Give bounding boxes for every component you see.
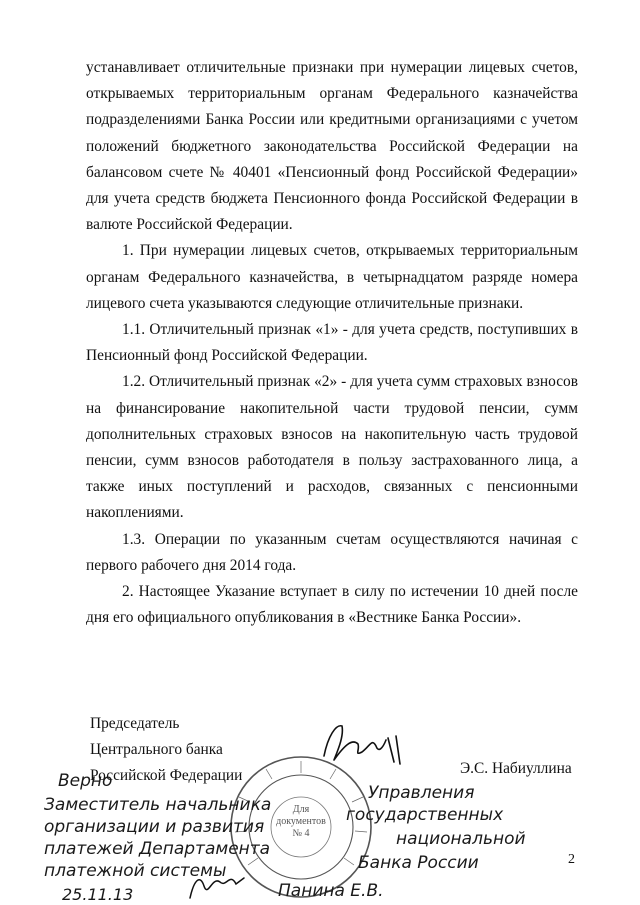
hw-line5-left: платежной системы <box>44 861 227 881</box>
page-number: 2 <box>568 852 575 867</box>
hw-line2-left: Заместитель начальника <box>44 795 272 815</box>
signatory-name: Э.С. Набиуллина <box>460 760 572 777</box>
stamp-number: № 4 <box>292 828 310 839</box>
paragraph-2: 2. Настоящее Указание вступает в силу по истечении 10 дней после дня его официального опубликования в «Вестнике Банка России». <box>86 583 578 627</box>
hw-signature <box>190 878 244 898</box>
paragraph-1-1: 1.1. Отличительный признак «1» - для учета средств, поступивших в Пенсионный фонд Российской Федерации. <box>86 321 578 365</box>
stamp-text-2: документов <box>276 816 326 827</box>
hw-line3-left: организации и развития <box>44 817 265 837</box>
hw-verno: Верно <box>58 771 113 791</box>
body-text <box>86 55 578 631</box>
signatory-title-line1: Председатель <box>90 715 180 732</box>
paragraph-intro: устанавливает отличительные признаки при нумерации лицевых счетов, открываемых территориальным органам Федерального казначейства подразделениями Банка России или кредитными организациями с учетом положений бюджетного законодательства Российской Федерации на балансовом счете № 40401 «Пенсионный фонд Российской Федерации» для учета средств бюджета Пенсионного фонда Российской Федерации в валюте Российской Федерации. <box>86 59 578 234</box>
hw-name: Панина Е.В. <box>278 881 384 901</box>
stamp-text-1: Для <box>292 804 310 815</box>
paragraph-1: 1. При нумерации лицевых счетов, открываемых территориальным органам Федерального казначейства, в четырнадцатом разряде номера лицевого счета указываются следующие отличительные признаки. <box>86 242 578 312</box>
hw-line4-left: платежей Департамента <box>44 839 271 859</box>
hw-line3-right: государственных <box>346 805 504 825</box>
signatory-title-line2: Центрального банка <box>90 741 223 758</box>
handwritten-certification <box>40 768 640 905</box>
paragraph-1-2: 1.2. Отличительный признак «2» - для учета сумм страховых взносов на финансирование накопительной части трудовой пенсии, сумм дополнительных страховых взносов на накопительную часть трудовой пенсии, сумм взносов работодателя в пользу застрахованного лица, а также иных поступлений и расходов, связанных с пенсионными накоплениями. <box>86 373 578 522</box>
signatory-title-line3: Российской Федерации <box>90 767 243 784</box>
hw-date: 25.11.13 <box>62 885 134 904</box>
chairman-signature <box>318 716 408 772</box>
hw-line5-right: Банка России <box>358 853 479 873</box>
hw-line4-right: национальной <box>396 829 526 849</box>
hw-line2-right: Управления <box>368 783 475 803</box>
paragraph-1-3: 1.3. Операции по указанным счетам осуществляются начиная с первого рабочего дня 2014 года. <box>86 530 578 574</box>
